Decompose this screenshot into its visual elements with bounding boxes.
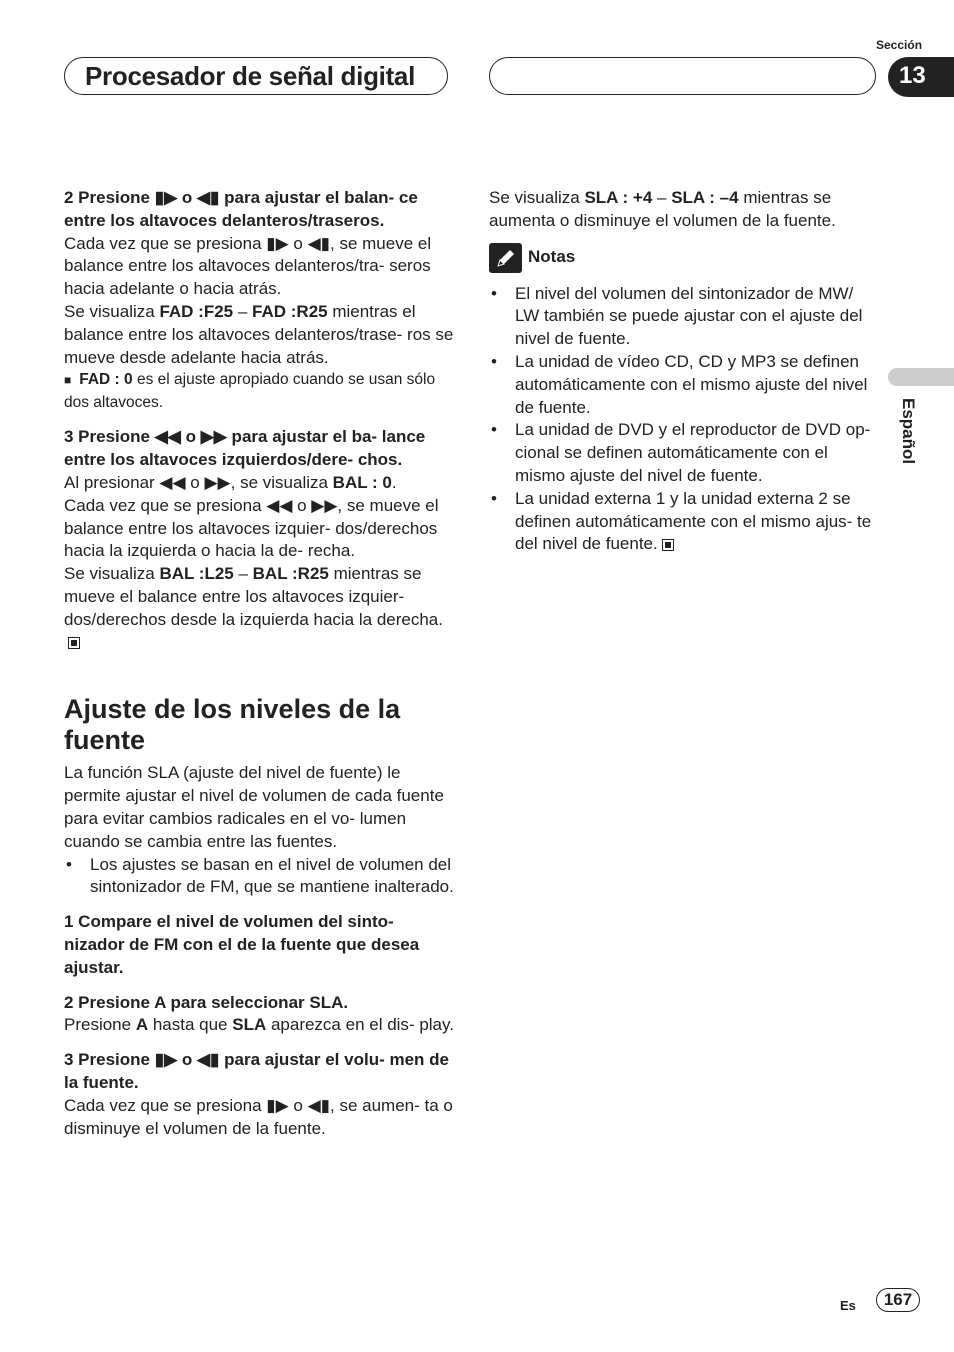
step3-paragraph3: Se visualiza BAL :L25 – BAL :R25 mientras se mueve el balance entre los altavoces izquier- dos/derechos desde la izquierda hacia la derecha. bbox=[64, 563, 456, 654]
notes-list bbox=[489, 283, 881, 557]
list-item: • La unidad externa 1 y la unidad externa 2 se definen automáticamente con el mismo ajus- te del nivel de fuente. bbox=[489, 488, 881, 556]
step2-note: ■ FAD : 0 es el ajuste apropiado cuando se usan sólo dos altavoces. bbox=[64, 371, 436, 411]
square-bullet-icon: ■ bbox=[64, 373, 72, 388]
list-item: • La unidad de DVD y el reproductor de DVD op- cional se definen automáticamente con el mismo ajuste del nivel de fuente. bbox=[489, 419, 881, 487]
page-number: 167 bbox=[876, 1288, 920, 1312]
sla-step3-title: 3 Presione ▮▶ o ◀▮ para ajustar el volu- men de la fuente. bbox=[64, 1050, 449, 1092]
notes-title: Notas bbox=[528, 247, 576, 267]
step3-paragraph2: Cada vez que se presiona ◀◀ o ▶▶, se mueve el balance entre los altavoces izquier- dos/derechos hacia la izquierda o hacia la de- recha. bbox=[64, 495, 439, 561]
list-item: • Los ajustes se basan en el nivel de volumen del sintonizador de FM, que se mantiene inalterado. bbox=[64, 854, 456, 900]
sla-step2-paragraph: Presione A hasta que SLA aparezca en el dis- play. bbox=[64, 1015, 454, 1035]
intro-paragraph: La función SLA (ajuste del nivel de fuente) le permite ajustar el nivel de volumen de cada fuente para evitar cambios radicales en el vo- lumen cuando se cambia entre las fuentes. bbox=[64, 763, 444, 851]
section-title-pill bbox=[64, 57, 448, 95]
footer-language-code: Es bbox=[840, 1298, 856, 1313]
pencil-note-icon bbox=[489, 243, 522, 273]
intro-bullet-list bbox=[64, 854, 456, 900]
language-tab-bar bbox=[888, 368, 954, 386]
notes-header bbox=[489, 243, 881, 273]
end-mark-icon bbox=[68, 637, 80, 649]
section-number-badge bbox=[888, 57, 954, 97]
step2-title: 2 Presione ▮▶ o ◀▮ para ajustar el balan- ce entre los altavoces delanteros/traseros. bbox=[64, 188, 418, 230]
list-item: • El nivel del volumen del sintonizador de MW/ LW también se puede ajustar con el ajuste del nivel de fuente. bbox=[489, 283, 881, 351]
step2-paragraph2: Se visualiza FAD :F25 – FAD :R25 mientras el balance entre los altavoces delanteros/trase- ros se mueve desde adelante hacia atrás. bbox=[64, 301, 454, 367]
sla-step3-paragraph: Cada vez que se presiona ▮▶ o ◀▮, se aumen- ta o disminuye el volumen de la fuente. bbox=[64, 1095, 453, 1138]
step3-paragraph1: Al presionar ◀◀ o ▶▶, se visualiza BAL : 0. bbox=[64, 472, 397, 492]
section-label: Sección bbox=[876, 38, 923, 52]
header-blank-pill bbox=[489, 57, 876, 95]
right-column bbox=[489, 187, 881, 556]
sla-step1-title: 1 Compare el nivel de volumen del sinto- nizador de FM con el de la fuente que desea ajustar. bbox=[64, 912, 420, 977]
left-column bbox=[64, 187, 456, 1140]
list-item: • La unidad de vídeo CD, CD y MP3 se definen automáticamente con el mismo ajuste del nivel de fuente. bbox=[489, 351, 881, 419]
section-number: 13 bbox=[899, 62, 926, 89]
section-heading: Ajuste de los niveles de la fuente bbox=[64, 694, 401, 756]
end-mark-icon bbox=[662, 539, 674, 551]
language-tab-label: Español bbox=[899, 398, 918, 465]
sla-display-paragraph: Se visualiza SLA : +4 – SLA : –4 mientras se aumenta o disminuye el volumen de la fuente. bbox=[489, 188, 836, 230]
step2-paragraph1: Cada vez que se presiona ▮▶ o ◀▮, se mueve el balance entre los altavoces delanteros/tra- seros hacia adelante o hacia atrás. bbox=[64, 233, 432, 299]
step3-title: 3 Presione ◀◀ o ▶▶ para ajustar el ba- lance entre los altavoces izquierdos/dere- chos. bbox=[64, 427, 426, 470]
sla-step2-title: 2 Presione A para seleccionar SLA. bbox=[64, 992, 349, 1012]
page-title: Procesador de señal digital bbox=[85, 61, 416, 91]
